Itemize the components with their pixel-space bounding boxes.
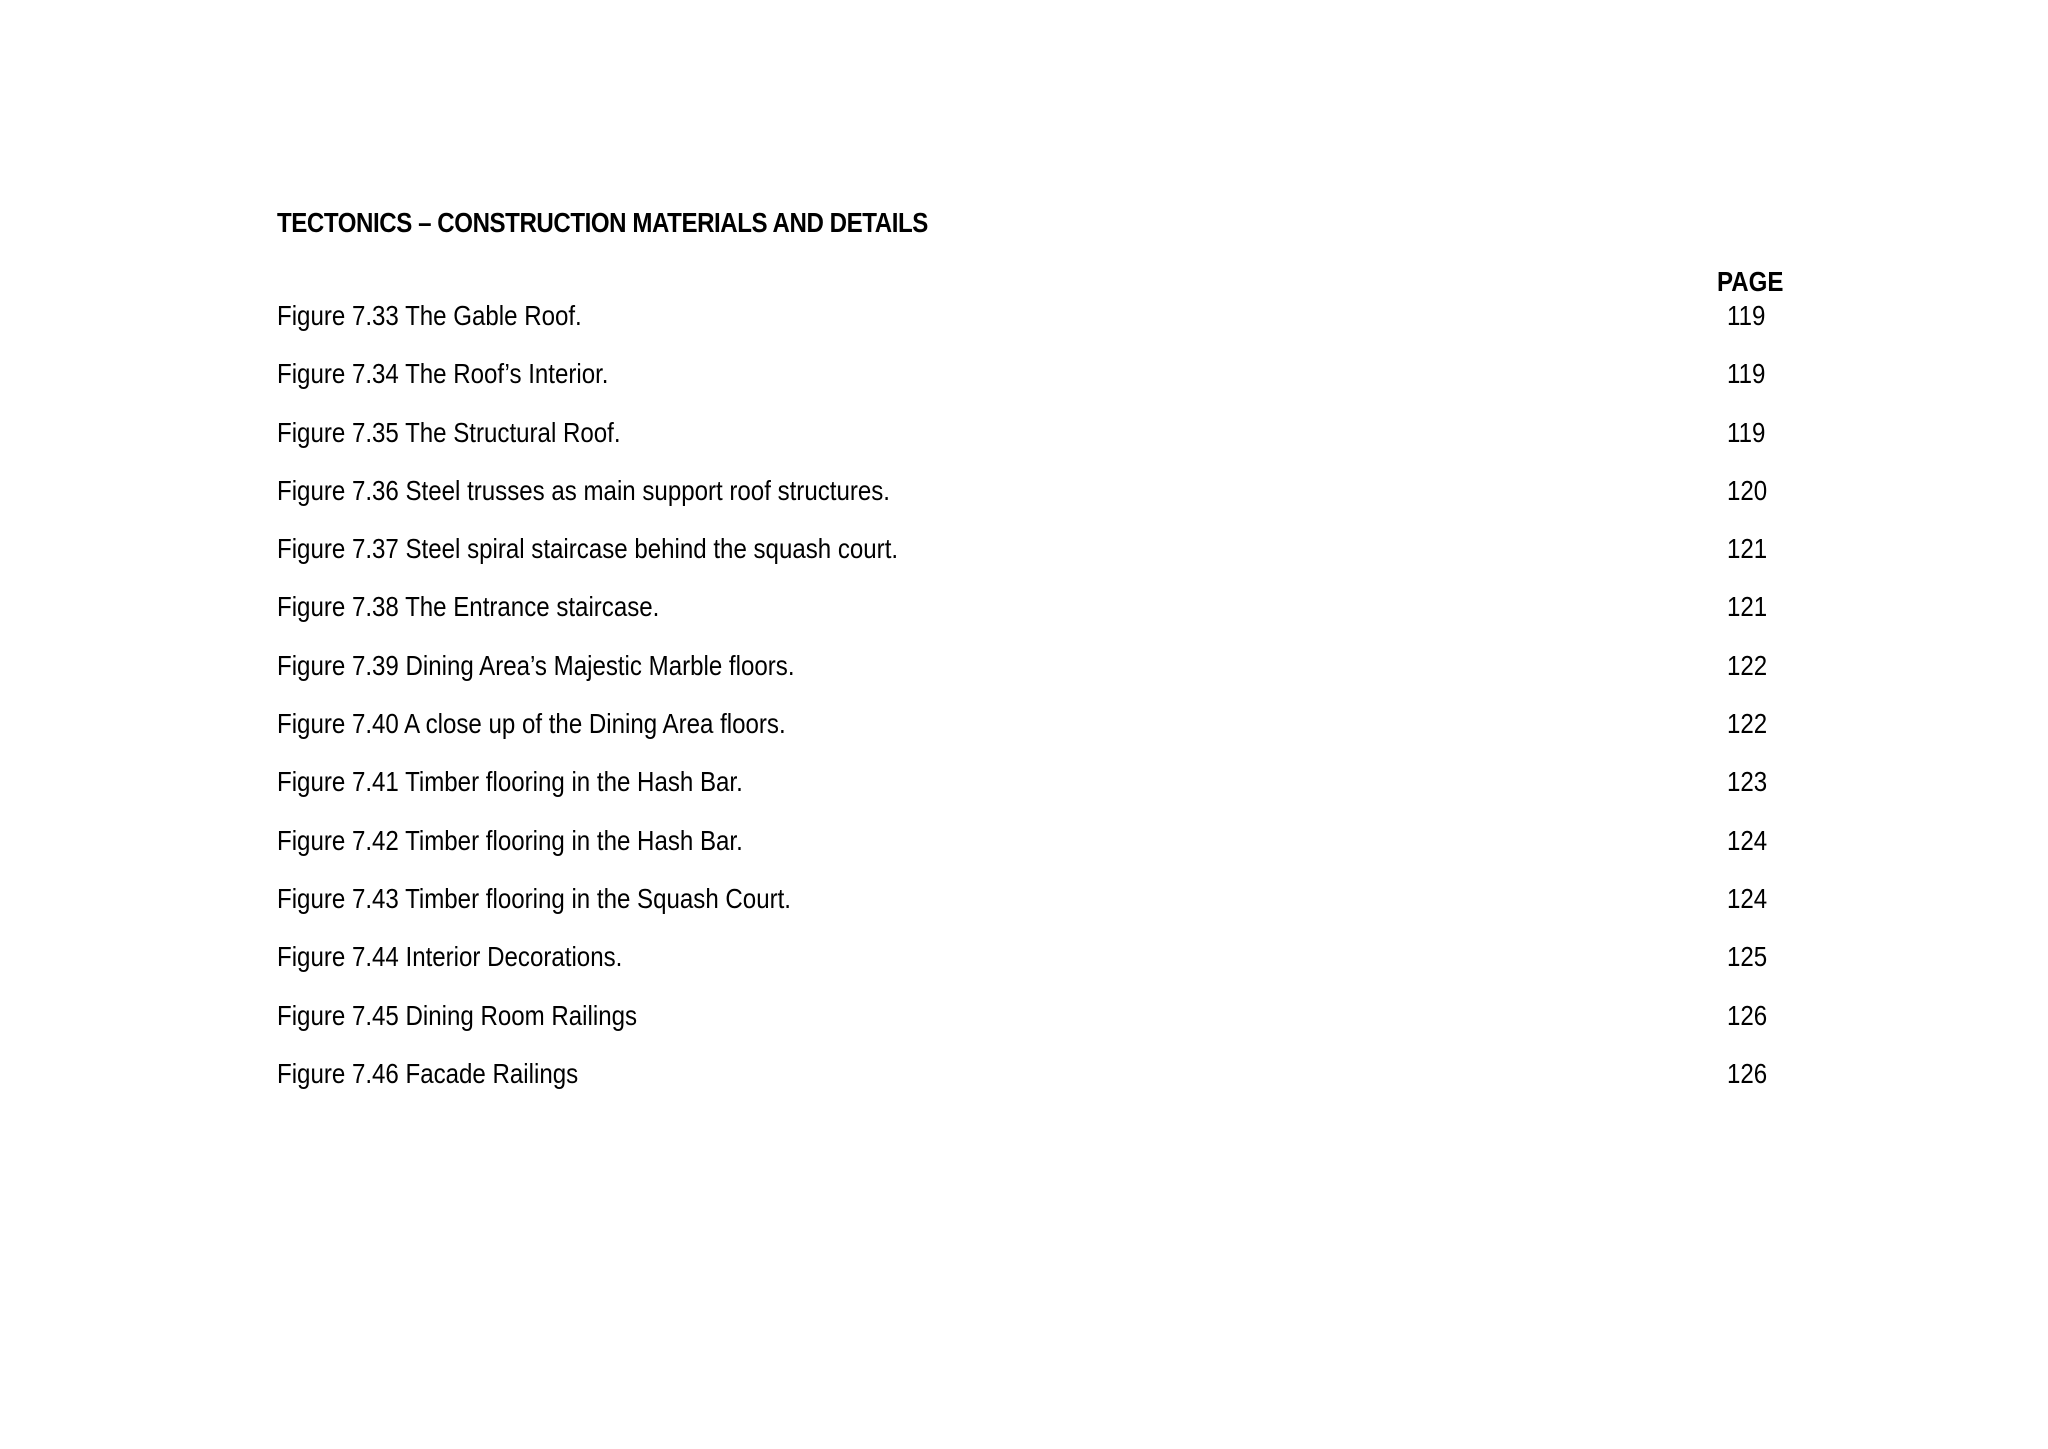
figure-caption: Figure 7.41 Timber flooring in the Hash Bar. <box>277 766 743 798</box>
page-number: 119 <box>1727 358 1766 390</box>
figure-caption: Figure 7.45 Dining Room Railings <box>277 999 638 1031</box>
figure-caption: Figure 7.33 The Gable Roof. <box>277 300 582 331</box>
figure-caption: Figure 7.36 Steel trusses as main support roof structures. <box>277 474 890 506</box>
figure-entry <box>277 941 1797 999</box>
page-number: 126 <box>1727 999 1768 1031</box>
figure-entry <box>277 417 1797 475</box>
page-number: 125 <box>1727 941 1768 973</box>
figure-entry <box>277 591 1797 649</box>
page-number: 119 <box>1727 416 1766 448</box>
figure-caption: Figure 7.38 The Entrance staircase. <box>277 591 660 623</box>
page-column-header: PAGE <box>1717 266 1784 297</box>
figure-entry <box>277 300 1797 358</box>
figure-entry <box>277 1058 1797 1116</box>
page-number: 119 <box>1727 300 1766 331</box>
page-number: 124 <box>1727 882 1768 914</box>
page-number: 123 <box>1727 766 1768 798</box>
figure-entry <box>277 533 1797 591</box>
page-number: 120 <box>1727 474 1768 506</box>
figure-caption: Figure 7.42 Timber flooring in the Hash Bar. <box>277 824 743 856</box>
figure-entry <box>277 766 1797 824</box>
page-number: 121 <box>1727 533 1768 565</box>
list-of-figures <box>277 300 1797 1116</box>
page-number: 121 <box>1727 591 1768 623</box>
figure-caption: Figure 7.44 Interior Decorations. <box>277 941 623 973</box>
page-number: 122 <box>1727 708 1768 740</box>
page-number: 126 <box>1727 1057 1768 1089</box>
section-title: TECTONICS – CONSTRUCTION MATERIALS AND DETAILS <box>277 207 928 238</box>
figure-caption: Figure 7.40 A close up of the Dining Area floors. <box>277 708 786 740</box>
figure-entry <box>277 650 1797 708</box>
figure-caption: Figure 7.35 The Structural Roof. <box>277 416 621 448</box>
figure-caption: Figure 7.46 Facade Railings <box>277 1057 579 1089</box>
figure-caption: Figure 7.37 Steel spiral staircase behind the squash court. <box>277 533 899 565</box>
figure-entry <box>277 358 1797 416</box>
figure-entry <box>277 1000 1797 1058</box>
page-number: 124 <box>1727 824 1768 856</box>
page-number: 122 <box>1727 649 1768 681</box>
figure-caption: Figure 7.39 Dining Area’s Majestic Marble floors. <box>277 649 795 681</box>
figure-caption: Figure 7.34 The Roof’s Interior. <box>277 358 609 390</box>
figure-entry <box>277 825 1797 883</box>
figure-caption: Figure 7.43 Timber flooring in the Squash Court. <box>277 882 791 914</box>
figure-entry <box>277 883 1797 941</box>
figure-entry <box>277 475 1797 533</box>
figure-entry <box>277 708 1797 766</box>
